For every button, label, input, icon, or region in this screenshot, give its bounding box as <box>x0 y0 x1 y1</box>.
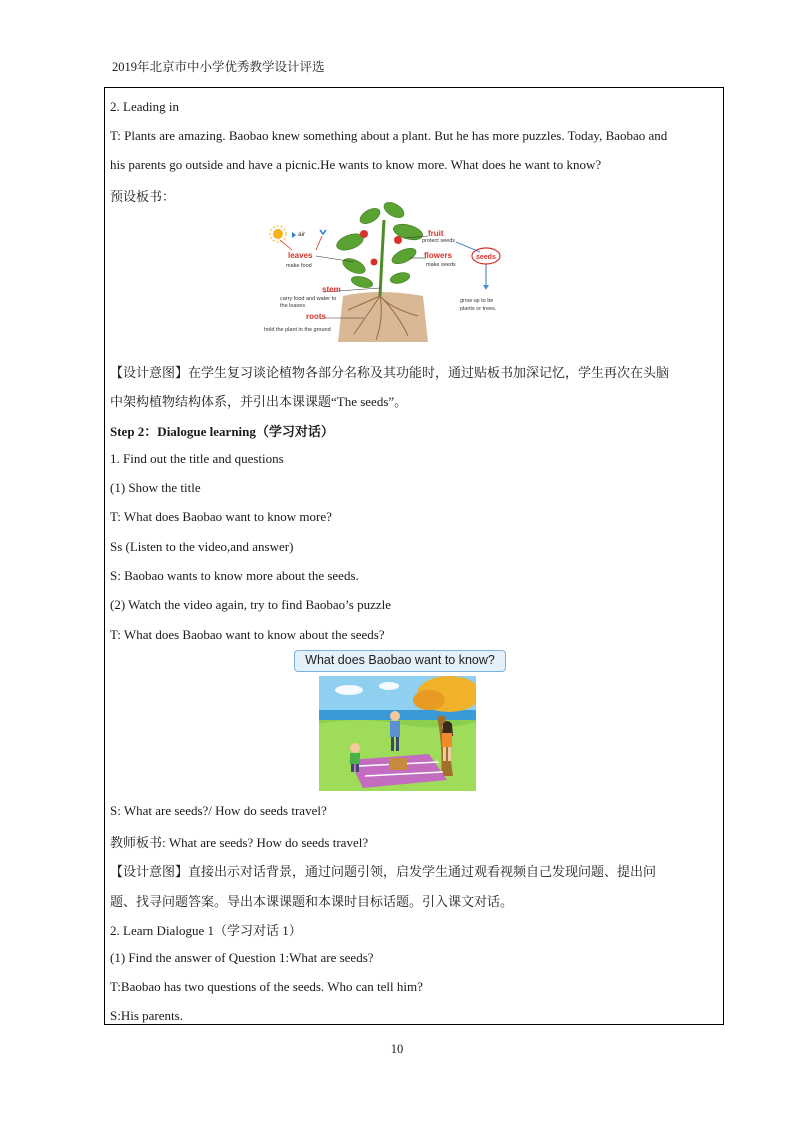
roots-label: roots <box>306 312 326 321</box>
seeds-label: seeds <box>476 254 496 261</box>
text-line: (1) Find the answer of Question 1:What are seeds? <box>110 950 374 965</box>
text-line: T: What does Baobao want to know about the seeds? <box>110 627 385 642</box>
text-line: 2. Learn Dialogue 1（学习对话 1） <box>110 923 302 938</box>
seeds-sub-label-1: grow up to be <box>460 298 494 304</box>
stem-sub-label-1: carry food and water to <box>280 296 337 302</box>
text-line: S: What are seeds?/ How do seeds travel? <box>110 803 327 818</box>
step2-heading: Step 2：Dialogue learning（学习对话） <box>110 424 334 439</box>
page-number: 10 <box>390 1042 404 1056</box>
text-line: S: Baobao wants to know more about the seeds. <box>110 568 359 583</box>
text-line: (1) Show the title <box>110 480 201 495</box>
leaves-sub-label: make food <box>286 263 312 269</box>
picnic-illustration <box>319 676 476 791</box>
text-line: Ss (Listen to the video,and answer) <box>110 539 294 554</box>
section-leading-in: 2. Leading in <box>110 99 179 114</box>
text-line: his parents go outside and have a picnic.He wants to know more. What does he want to know? <box>110 157 602 172</box>
fruit-sub-label: protect seeds <box>422 238 456 244</box>
leaves-label: leaves <box>288 251 313 260</box>
text-line: T: What does Baobao want to know more? <box>110 509 332 524</box>
design-intent-line: 【设计意图】在学生复习谈论植物各部分名称及其功能时，通过贴板书加深记忆，学生再次在头脑 <box>110 365 670 380</box>
page-header: 2019年北京市中小学优秀教学设计评选 <box>112 60 325 74</box>
air-label: air <box>298 231 306 238</box>
fruit-label: fruit <box>428 229 444 238</box>
board-label: 预设板书： <box>110 189 176 204</box>
text-line: T:Baobao has two questions of the seeds. Who can tell him? <box>110 979 423 994</box>
basket <box>389 758 407 770</box>
design-intent-line: 【设计意图】直接出示对话背景，通过问题引领，启发学生通过观看视频自己发现问题、提出问 <box>110 864 657 879</box>
design-intent-line: 中架构植物结构体系，并引出本课课题“The seeds”。 <box>110 394 408 409</box>
picnic-question-banner: What does Baobao want to know? <box>294 650 506 672</box>
flowers-label: flowers <box>424 251 453 260</box>
flowers-sub-label: make seeds <box>426 262 456 268</box>
seeds-sub-label-2: plants or trees. <box>460 306 497 312</box>
stem-sub-label-2: the leaves <box>280 303 306 309</box>
stem-label: stem <box>322 285 341 294</box>
plant-structure-diagram <box>258 196 510 344</box>
text-line: (2) Watch the video again, try to find Baobao’s puzzle <box>110 597 392 612</box>
text-line: S:His parents. <box>110 1008 183 1023</box>
board-writing-line: 教师板书: What are seeds? How do seeds travel? <box>110 835 369 850</box>
text-line: T: Plants are amazing. Baobao knew something about a plant. But he has more puzzles. Today, Baobao and <box>110 128 668 143</box>
text-line: 1. Find out the title and questions <box>110 451 284 466</box>
roots-sub-label: hold the plant in the ground <box>264 327 331 333</box>
design-intent-line: 题、找寻问题答案。导出本课课题和本课时目标话题。引入课文对话。 <box>110 894 514 909</box>
